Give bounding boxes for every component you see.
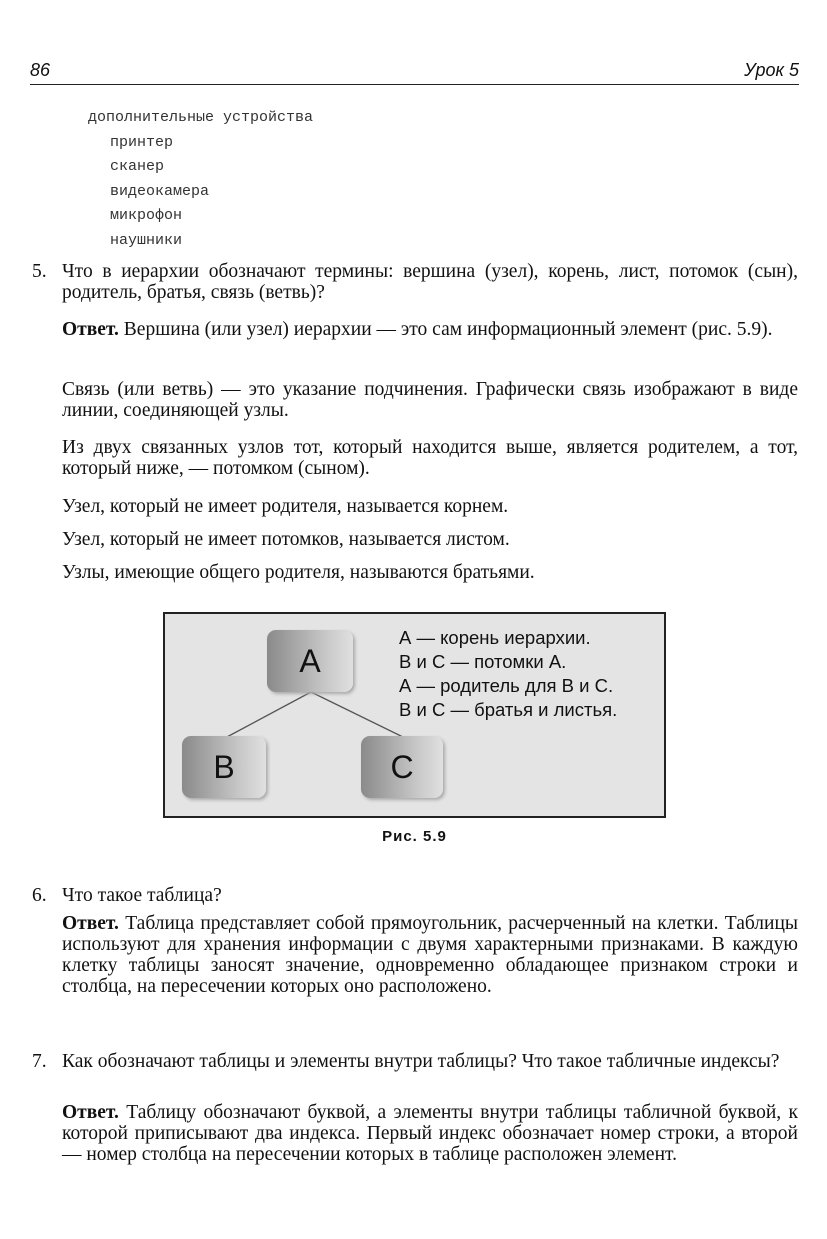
list-item: наушники <box>110 231 183 249</box>
list-item: принтер <box>110 133 174 151</box>
page-number: 86 <box>30 60 51 80</box>
answer-text: Таблица представляет собой прямоугольник, расчерченный на клетки. Таблицы используют для хранения информации с двумя характерными признаками. В каждую клетку таблицы заносят значение, одновременно обладающее признаком строки и столбца, на пересечении которых оно расположено. <box>62 913 798 997</box>
question-number: 5. <box>32 261 47 282</box>
legend-line: А — корень иерархии. <box>399 627 591 648</box>
list-item: микрофон <box>110 207 183 224</box>
node-c: C <box>361 736 443 798</box>
answer-label: Ответ. <box>62 913 119 934</box>
list-item: сканер <box>110 158 165 175</box>
question-number: 6. <box>32 885 47 906</box>
hierarchy-figure <box>163 612 666 818</box>
question-text: Как обозначают таблицы и элементы внутри таблицы? Что такое табличные индексы? <box>62 1051 780 1072</box>
code-list <box>88 106 313 253</box>
answer-6 <box>62 913 798 997</box>
question-6 <box>32 885 798 906</box>
paragraph: Узел, который не имеет потомков, называется листом. <box>62 529 510 550</box>
question-text: Что такое таблица? <box>62 885 222 906</box>
chapter-title: Урок 5 <box>744 60 799 80</box>
edge-a-c <box>311 692 405 738</box>
answer-7 <box>62 1102 798 1165</box>
node-a: A <box>267 630 353 692</box>
question-5 <box>32 261 798 303</box>
answer-label: Ответ. <box>62 319 119 340</box>
code-list-title: дополнительные устройства <box>88 109 314 126</box>
legend-line: В и С — братья и листья. <box>399 699 618 720</box>
list-item: видеокамера <box>110 182 210 200</box>
answer-text: Вершина (или узел) иерархии — это сам информационный элемент (рис. 5.9). <box>118 319 773 340</box>
node-b: B <box>182 736 266 798</box>
question-7 <box>32 1051 798 1072</box>
answer-5 <box>62 319 798 340</box>
legend-line: А — родитель для В и С. <box>399 675 614 696</box>
figure-legend <box>399 626 617 722</box>
edge-a-b <box>225 692 311 738</box>
answer-label: Ответ. <box>62 1102 119 1123</box>
paragraph: Из двух связанных узлов тот, который находится выше, является родителем, а тот, который ниже, — потомком (сыном). <box>62 437 798 479</box>
question-number: 7. <box>32 1051 47 1072</box>
figure-caption: Рис. 5.9 <box>382 828 447 845</box>
paragraph: Узел, который не имеет родителя, называется корнем. <box>62 496 509 517</box>
header-rule <box>30 84 799 85</box>
paragraph: Связь (или ветвь) — это указание подчинения. Графически связь изображают в виде линии, соединяющей узлы. <box>62 379 798 421</box>
answer-text: Таблицу обозначают буквой, а элементы внутри таблицы табличной буквой, к которой приписывают два индекса. Первый индекс обозначает номер строки, а второй — номер столбца на пересечении которых в таблице расположен элемент. <box>62 1102 798 1165</box>
legend-line: В и С — потомки А. <box>399 651 567 672</box>
paragraph: Узлы, имеющие общего родителя, называются братьями. <box>62 562 535 583</box>
question-text: Что в иерархии обозначают термины: вершина (узел), корень, лист, потомок (сын), родитель, братья, связь (ветвь)? <box>62 261 798 303</box>
